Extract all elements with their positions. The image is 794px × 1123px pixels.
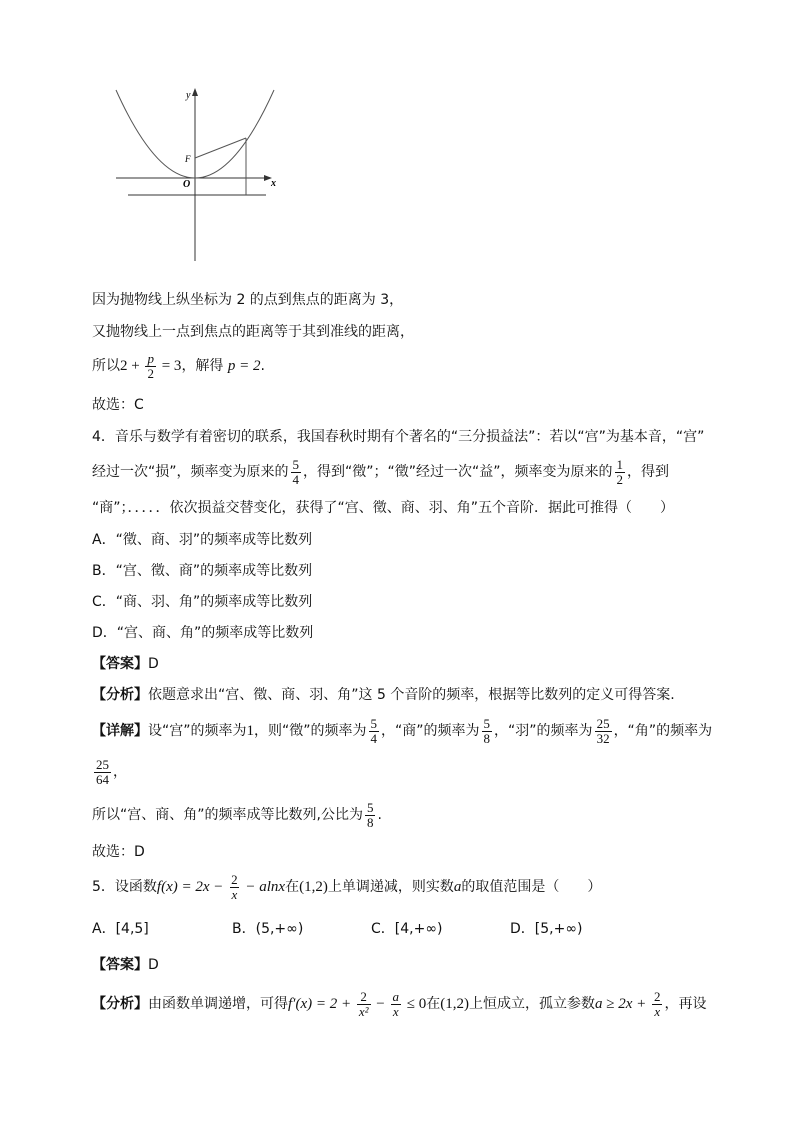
math-expr: 2 + xyxy=(120,358,144,374)
fraction xyxy=(291,458,302,487)
analysis-tag: 【分析】 xyxy=(92,687,148,703)
q4-line2 xyxy=(92,456,669,488)
frac-num: 25 xyxy=(596,715,610,731)
q4-detail xyxy=(92,714,712,748)
frac-num: 5 xyxy=(366,799,374,815)
label-f: F xyxy=(185,154,191,164)
frac-num: a xyxy=(392,988,399,1004)
frac-den: 4 xyxy=(370,730,378,746)
fraction xyxy=(652,990,663,1019)
math-var: a xyxy=(453,879,462,895)
answer-value: D xyxy=(148,957,159,973)
text: 上恒成立，孤立参数 xyxy=(468,996,595,1012)
fraction xyxy=(390,990,401,1019)
text: ，解得 xyxy=(181,358,228,374)
math-expr: − alnx xyxy=(241,879,286,895)
frac-num: 5 xyxy=(370,715,378,731)
frac-den: 8 xyxy=(366,814,374,830)
fraction xyxy=(145,352,156,381)
frac-den: 64 xyxy=(96,771,109,787)
fraction xyxy=(94,758,111,787)
text: ，得到 xyxy=(627,464,670,480)
frac-den: x² xyxy=(358,1003,369,1019)
text: 经过一次“损”，频率变为原来的 xyxy=(92,464,289,480)
fraction xyxy=(615,458,626,487)
math-interval: (1,2) xyxy=(299,879,328,895)
fraction xyxy=(229,873,240,902)
math-expr: = 3 xyxy=(157,358,182,374)
detail-tag: 【详解】 xyxy=(92,723,148,739)
focus-segment xyxy=(195,138,246,158)
fraction xyxy=(595,717,612,746)
frac-num: 2 xyxy=(231,871,238,887)
math-expr: a ≥ 2x + xyxy=(594,996,650,1012)
q4-line3: “商”；．．．．．依次损益交替变化，获得了“宫、徵、商、羽、角”五个音阶．据此可推得（ ） xyxy=(92,500,675,516)
frac-num: 5 xyxy=(292,456,300,472)
frac-den: x xyxy=(654,1003,661,1019)
q4-analysis xyxy=(92,685,675,705)
text: ，“羽”的频率为 xyxy=(494,723,593,739)
q4-option-c: C．“商、羽、角”的频率成等比数列 xyxy=(92,594,313,610)
y-axis-arrow xyxy=(192,88,198,96)
math-value: 1 xyxy=(246,723,255,739)
fraction xyxy=(365,801,376,830)
frac-num: 1 xyxy=(616,456,624,472)
math-interval: (1,2) xyxy=(440,996,469,1012)
text: . xyxy=(260,358,265,374)
math-expr: ≤ 0 xyxy=(402,996,427,1012)
text: ，则“徵”的频率为 xyxy=(254,723,367,739)
frac-den: 2 xyxy=(616,471,624,487)
text: 在 xyxy=(285,879,300,895)
q5-option-d: D．[5,+∞) xyxy=(510,921,583,937)
text: 在 xyxy=(426,996,441,1012)
text: 设“宫”的频率为 xyxy=(148,723,247,739)
text: ，再设 xyxy=(664,996,707,1012)
math-expr: − xyxy=(372,996,389,1012)
q5-options xyxy=(92,918,712,938)
q4-answer xyxy=(92,654,159,674)
q5-option-b: B．(5,+∞) xyxy=(232,921,304,937)
analysis-tag: 【分析】 xyxy=(92,996,148,1012)
text: 由函数单调递增，可得 xyxy=(148,996,288,1012)
fraction xyxy=(357,990,371,1019)
q5-option-a: A．[4,5] xyxy=(92,921,149,937)
q4-line1: 4．音乐与数学有着密切的联系，我国春秋时期有个著名的“三分损益法”：若以“宫”为基本音，“宫” xyxy=(92,429,705,445)
q4-option-a: A．“徵、商、羽”的频率成等比数列 xyxy=(92,532,313,548)
sol3-line1: 因为抛物线上纵坐标为 2 的点到焦点的距离为 3， xyxy=(92,292,404,308)
answer-tag: 【答案】 xyxy=(92,957,148,973)
frac-num: 25 xyxy=(96,756,109,772)
answer-value: D xyxy=(148,656,159,672)
q4-choose: 故选：D xyxy=(92,844,145,860)
answer-tag: 【答案】 xyxy=(92,656,148,672)
frac-den: x xyxy=(392,1003,399,1019)
fraction xyxy=(482,717,493,746)
frac-num: 2 xyxy=(360,988,367,1004)
text: 所以“宫、商、角”的频率成等比数列,公比为 xyxy=(92,807,363,823)
label-o: O xyxy=(183,179,191,190)
parabola-figure xyxy=(108,86,308,261)
q4-detail-line2 xyxy=(92,755,127,789)
q5-answer xyxy=(92,955,159,975)
frac-num: p xyxy=(147,350,154,366)
sol3-line2: 又抛物线上一点到焦点的距离等于其到准线的距离， xyxy=(92,324,414,340)
text: ，“商”的频率为 xyxy=(381,723,480,739)
analysis-text: 依题意求出“宫、徵、商、羽、角”这 5 个音阶的频率，根据等比数列的定义可得答案. xyxy=(148,687,675,703)
text: ， xyxy=(113,764,127,780)
frac-den: 4 xyxy=(292,471,300,487)
frac-num: 2 xyxy=(653,988,661,1004)
text: ，得到“徵”；“徵”经过一次“益”，频率变为原来的 xyxy=(303,464,613,480)
fraction xyxy=(369,717,380,746)
text: 5．设函数 xyxy=(92,879,157,895)
math-result: p = 2 xyxy=(227,358,261,374)
frac-den: 8 xyxy=(483,730,491,746)
text: 上单调递减，则实数 xyxy=(327,879,454,895)
q5-line1 xyxy=(92,870,601,904)
label-y: y xyxy=(186,90,191,101)
frac-num: 5 xyxy=(483,715,491,731)
text: ，“角”的频率为 xyxy=(613,723,713,739)
text: 所以 xyxy=(92,358,120,374)
sol3-line3 xyxy=(92,350,265,382)
frac-den: 2 xyxy=(147,365,154,381)
q5-option-c: C．[4,+∞) xyxy=(371,921,443,937)
q5-analysis xyxy=(92,984,706,1024)
math-expr: f(x) = 2x − xyxy=(156,879,228,895)
text: 的取值范围是（ ） xyxy=(461,879,602,895)
text: . xyxy=(377,807,382,823)
q4-detail-line3 xyxy=(92,798,382,832)
q4-option-d: D．“宫、商、角”的频率成等比数列 xyxy=(92,625,314,641)
math-expr: f′(x) = 2 + xyxy=(288,996,355,1012)
sol3-choose: 故选：C xyxy=(92,397,144,413)
frac-den: x xyxy=(231,886,238,902)
label-x: x xyxy=(271,178,276,189)
q4-option-b: B．“宫、徵、商”的频率成等比数列 xyxy=(92,563,313,579)
frac-den: 32 xyxy=(596,730,610,746)
